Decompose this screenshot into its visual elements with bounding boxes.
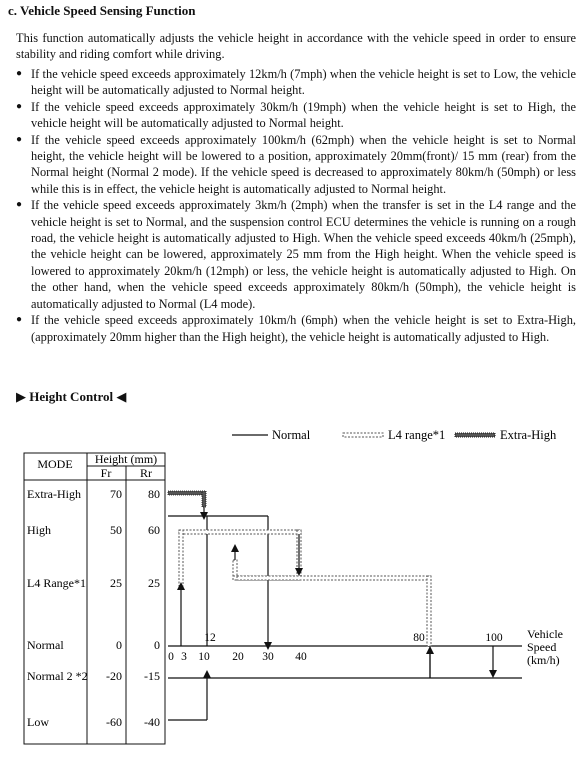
bullet-item: ● If the vehicle speed exceeds approximately 12km/h (7mph) when the vehicle height is set to Low, the vehicle height will be automatically adjusted to Normal height. xyxy=(16,66,576,99)
l4-range-path xyxy=(179,530,431,646)
rr-value: 0 xyxy=(154,638,160,652)
fr-value: 50 xyxy=(110,523,122,537)
table-row xyxy=(27,715,160,729)
axis-label-line: Speed xyxy=(527,640,557,654)
table-row xyxy=(27,487,160,501)
table-row xyxy=(27,523,160,537)
extra-high-level xyxy=(168,491,206,495)
bullet-item: ● If the vehicle speed exceeds approximately 100km/h (62mph) when the vehicle height is set to Normal height, the vehicle height will be lowered to a position, approximately 20mm(front)/ 15 mm (rear) from the Normal height (Normal 2 mode). If the vehicle speed is decreased to approximately 80km/h (50mph) or less while this is in effect, the vehicle height is automatically adjusted to Normal height. xyxy=(16,132,576,198)
height-control-diagram xyxy=(0,420,583,762)
table-row xyxy=(27,638,160,652)
tick-label-30: 30 xyxy=(262,651,274,663)
rr-value: -15 xyxy=(144,669,160,683)
legend-extra-label: Extra-High xyxy=(500,428,557,442)
rr-value: 25 xyxy=(148,576,160,590)
fr-header: Fr xyxy=(100,466,112,480)
bullet-item: ● If the vehicle speed exceeds approximately 30km/h (19mph) when the vehicle height is set to High, the vehicle height will be automatically adjusted to Normal height. xyxy=(16,99,576,132)
tick-label-100: 100 xyxy=(485,632,503,644)
tick-label-0: 0 xyxy=(168,651,174,663)
tick-label-40: 40 xyxy=(295,651,307,663)
fr-value: -20 xyxy=(106,669,122,683)
axis-label-line: Vehicle xyxy=(527,627,563,641)
fr-value: -60 xyxy=(106,715,122,729)
bullet-item: ● If the vehicle speed exceeds approximately 10km/h (6mph) when the vehicle height is set to Extra-High, (approximately 20mm higher than the High height), the vehicle height is automatically adjusted to High. xyxy=(16,312,576,345)
tick-label-80: 80 xyxy=(413,632,425,644)
table-row xyxy=(27,669,160,683)
legend-extra-swatch xyxy=(455,433,495,437)
section-heading: c. Vehicle Speed Sensing Function xyxy=(8,3,196,18)
fr-value: 25 xyxy=(110,576,122,590)
mode-name: Low xyxy=(27,715,49,729)
rr-value: -40 xyxy=(144,715,160,729)
mode-name: High xyxy=(27,523,51,537)
legend-l4-swatch xyxy=(343,433,383,437)
height-header: Height (mm) xyxy=(94,452,158,466)
rr-header: Rr xyxy=(140,466,152,480)
mode-header: MODE xyxy=(37,457,73,471)
legend-l4-label: L4 range*1 xyxy=(388,428,446,442)
mode-name: Normal 2 *2 xyxy=(27,669,88,683)
extra-high-drop xyxy=(202,491,206,507)
legend-normal-label: Normal xyxy=(272,428,311,442)
mode-name: Extra-High xyxy=(27,487,81,501)
mode-name: Normal xyxy=(27,638,64,652)
tick-label-3: 3 xyxy=(181,651,187,663)
fr-value: 70 xyxy=(110,487,122,501)
table-row xyxy=(27,576,160,590)
bullet-item: ● If the vehicle speed exceeds approximately 3km/h (2mph) when the transfer is set in the L4 range and the vehicle height is set to Normal, and the suspension control ECU determines the vehicle is running on a rough road, the vehicle height is automatically adjusted to High. When the vehicle speed exceeds 40km/h (25mph), the vehicle height can be lowered, approximately 25 mm from the High height. When the vehicle speed is lowered to approximately 20km/h (12mph) or less, the vehicle height is automatically adjusted to High. On the other hand, when the vehicle speed exceeds approximately 80km/h (50mph), the vehicle height is automatically adjusted to Normal (L4 mode). xyxy=(16,197,576,312)
height-control-subheading: ▶ Height Control ◀ xyxy=(16,389,127,404)
intro-paragraph: This function automatically adjusts the vehicle height in accordance with the vehicle speed in order to ensure stability and riding comfort while driving. xyxy=(16,31,576,62)
mode-name: L4 Range*1 xyxy=(27,576,86,590)
tick-label-20: 20 xyxy=(232,651,244,663)
rr-value: 60 xyxy=(148,523,160,537)
tick-label-10: 10 xyxy=(198,651,210,663)
bullet-list xyxy=(16,66,576,345)
rr-value: 80 xyxy=(148,487,160,501)
tick-label-12: 12 xyxy=(204,632,216,644)
axis-label-line: (km/h) xyxy=(527,653,560,667)
fr-value: 0 xyxy=(116,638,122,652)
